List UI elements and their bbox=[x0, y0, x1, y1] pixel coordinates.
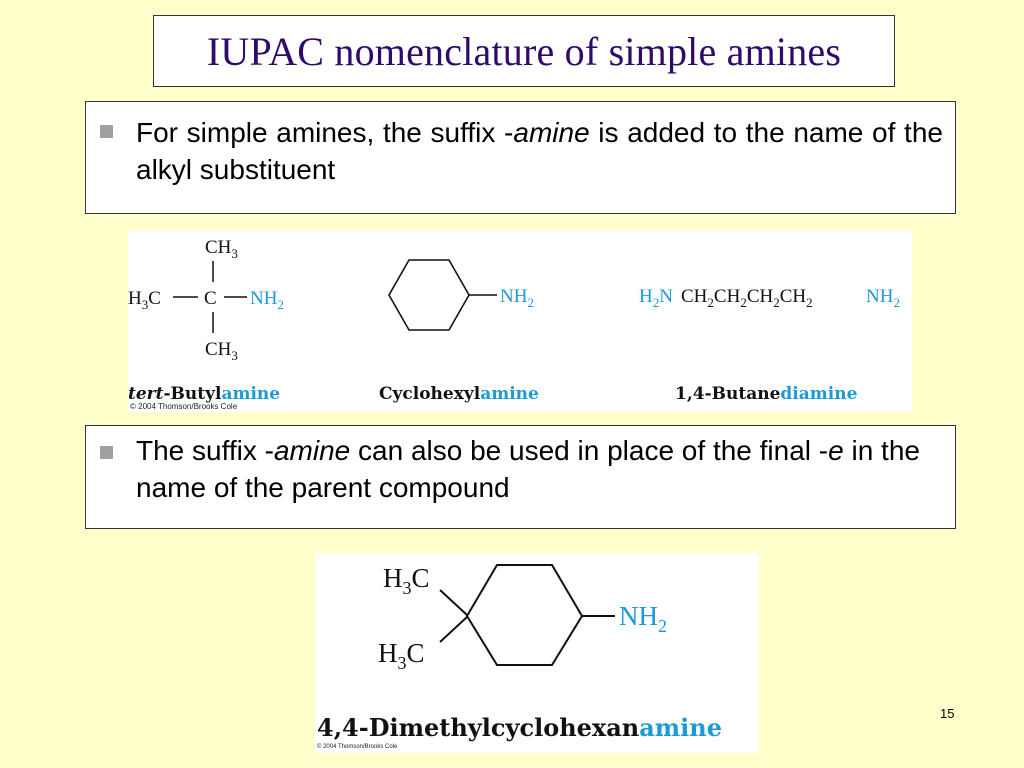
bullet-box-1 bbox=[85, 101, 956, 214]
copyright-note: © 2004 Thomson/Brooks Cole bbox=[130, 402, 238, 411]
svg-text:H3C: $H_3C$ bbox=[128, 288, 161, 312]
title-box bbox=[153, 15, 895, 87]
cyclohexylamine-structure bbox=[389, 260, 534, 330]
copyright-note: © 2004 Thomson/Brooks Cole bbox=[317, 744, 398, 750]
svg-text:H3C: $H_3C$ bbox=[378, 638, 425, 673]
bullet-box-2 bbox=[85, 425, 956, 529]
bullet-text-1: For simple amines, the suffix -amine is added to the name of the alkyl substituent bbox=[136, 117, 943, 185]
butanediamine-structure bbox=[639, 286, 900, 310]
molecule-name-2: Cyclohexylamine bbox=[379, 384, 539, 404]
svg-text:H2N: $H_2N$ bbox=[639, 286, 673, 310]
slide-title: IUPAC nomenclature of simple amines bbox=[206, 28, 842, 74]
molecule-name-1: tert-Butylamine bbox=[128, 384, 281, 404]
svg-text:NH2: $NH_2$ bbox=[500, 286, 534, 310]
svg-text:NH2: $NH_2$ bbox=[866, 286, 900, 310]
svg-text:CH2CH2CH2CH2: $CH_2CH_2CH_2CH_2$ bbox=[681, 286, 813, 310]
svg-text:H3C: $H_3C$ bbox=[383, 563, 430, 598]
amine-examples-panel bbox=[128, 230, 912, 412]
molecule-name-3: 1,4-Butanediamine bbox=[675, 384, 858, 404]
molecule-name-4: 4,4-Dimethylcyclohexanamine bbox=[317, 713, 723, 742]
page-number: 15 bbox=[940, 706, 955, 721]
bullet-square-icon bbox=[100, 125, 113, 138]
tert-butylamine-structure bbox=[128, 237, 284, 363]
svg-text:C: C bbox=[204, 288, 217, 309]
svg-text:NH2: $NH_2$ bbox=[619, 601, 667, 636]
svg-text:CH3: $CH_3$ bbox=[205, 339, 238, 363]
bullet-square-icon bbox=[100, 446, 113, 459]
dimethylcyclohexanamine-panel bbox=[315, 553, 759, 753]
svg-text:CH3: $CH_3$ bbox=[205, 237, 238, 261]
bullet-text-2: The suffix -amine can also be used in place of the final -e in the name of the parent compound bbox=[136, 435, 920, 503]
svg-text:NH2: $NH_2$ bbox=[250, 288, 284, 312]
